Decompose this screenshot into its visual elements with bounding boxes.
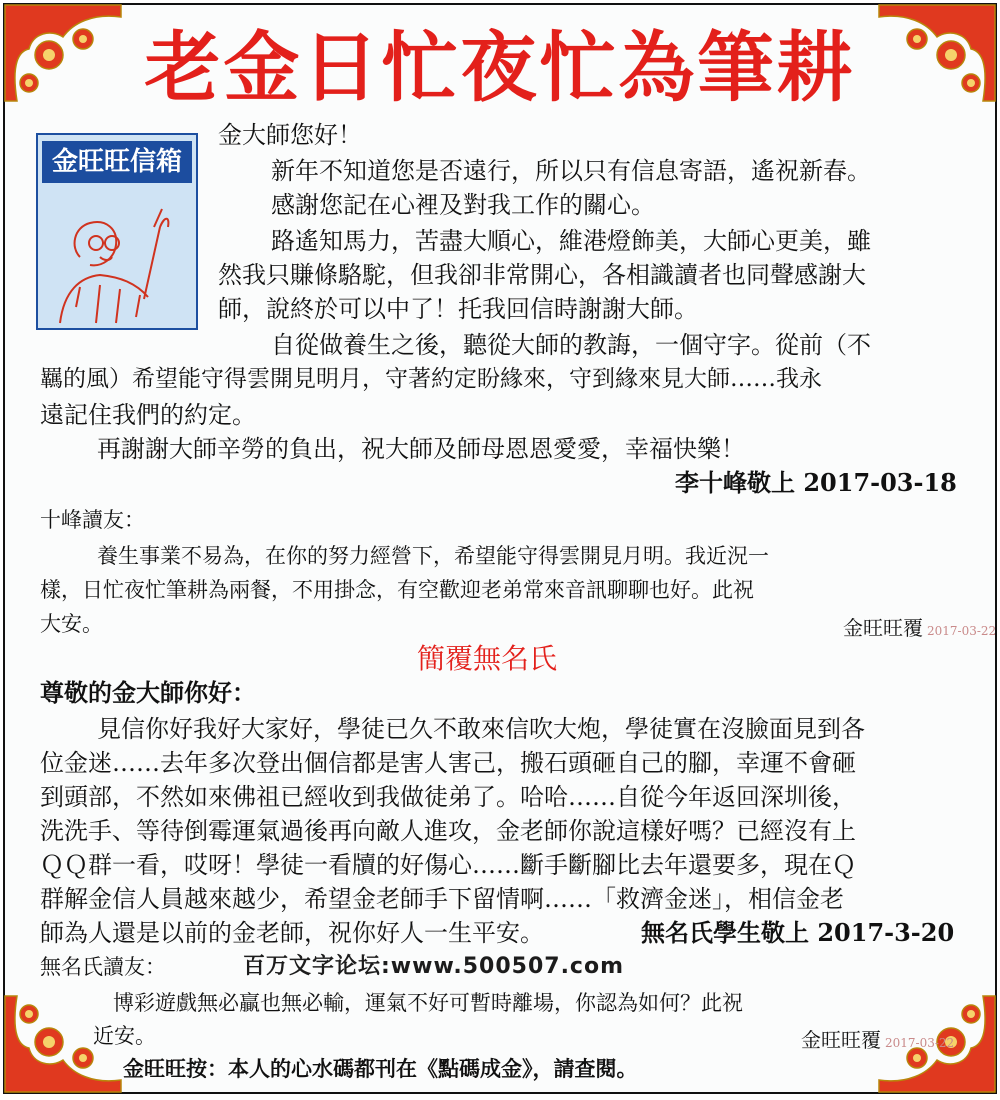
- letter1-line-9: 再謝謝大師辛勞的負出，祝大師及師母恩恩愛愛，幸福快樂！: [97, 435, 745, 463]
- letter1-greeting: 金大師您好！: [218, 121, 362, 149]
- newspaper-page: [3, 3, 997, 1094]
- reply2-salutation: 無名氏讀友：: [40, 955, 166, 979]
- reply1-line-3: 大安。: [40, 612, 103, 636]
- section-subheading: 簡覆無名氏: [417, 642, 558, 675]
- letter1-signature: 李十峰敬上 2017-03-18: [675, 468, 957, 497]
- letter2-line-5: ＱＱ群一看，哎呀！學徒一看牘的好傷心……斷手斷腳比去年還要多，現在Ｑ: [40, 851, 856, 879]
- letter1-line-2: 感謝您記在心裡及對我工作的關心。: [271, 191, 655, 219]
- letter1-line-4: 然我只賺條駱駝，但我卻非常開心，各相識讀者也同聲感謝大: [218, 261, 866, 289]
- reply2-line-2: 近安。: [93, 1024, 156, 1048]
- reply2-line-1: 博彩遊戲無必贏也無必輸，運氣不好可暫時離場，你認為如何？此祝: [113, 991, 743, 1015]
- letter1-line-5: 師，說終於可以中了！托我回信時謝謝大師。: [218, 295, 698, 323]
- reply1-salutation: 十峰讀友：: [40, 508, 145, 532]
- reply1-line-1: 養生事業不易為，在你的努力經營下，希望能守得雲開見月明。我近況一: [97, 544, 769, 568]
- letter2-greeting: 尊敬的金大師你好：: [40, 678, 256, 707]
- reply2-date-stamp: 2017-03-22: [885, 1036, 955, 1050]
- reply2-signature: [801, 1024, 954, 1053]
- teacher-illustration: [40, 187, 194, 325]
- letter2-signature: 無名氏學生敬上 2017-3-20: [641, 918, 955, 947]
- letter1-line-7: 羈的風）希望能守得雲開見明月，守著約定盼緣來，守到緣來見大師……我永: [40, 366, 822, 392]
- letter2-line-3: 到頭部，不然如來佛祖已經收到我做徒弟了。哈哈……自從今年返回深圳後，: [40, 783, 856, 811]
- footer-note: 金旺旺按：本人的心水碼都刊在《點碼成金》，請查閱。: [123, 1057, 638, 1081]
- letter2-line-1: 見信你好我好大家好，學徒已久不敢來信吹大炮，學徒實在沒臉面見到各: [97, 715, 865, 743]
- reply1-line-2: 樣，日忙夜忙筆耕為兩餐，不用掛念，有空歡迎老弟常來音訊聊聊也好。此祝: [40, 578, 754, 602]
- letter2-line-6: 群解金信人員越來越少，希望金老師手下留情啊……「救濟金迷」，相信金老: [40, 885, 844, 913]
- letter1-line-8: 遠記住我們的約定。: [40, 401, 256, 429]
- reply1-date-stamp: 2017-03-22: [927, 624, 997, 638]
- page-title: 老金日忙夜忙為筆耕: [144, 23, 856, 112]
- letter1-line-6: 自從做養生之後，聽從大師的教誨，一個守字。從前（不: [271, 331, 871, 359]
- reply2-signature-text: 金旺旺覆: [801, 1028, 881, 1052]
- letter2-line-4: 洗洗手、等待倒霉運氣過後再向敵人進攻，金老師你說這樣好嗎？已經沒有上: [40, 817, 856, 845]
- mailbox-logo: [36, 133, 198, 330]
- mailbox-label: 金旺旺信箱: [42, 141, 192, 183]
- reply1-signature: [843, 612, 996, 641]
- reply1-signature-text: 金旺旺覆: [843, 616, 923, 640]
- forum-watermark: 百万文字论坛:www.500507.com: [243, 954, 625, 979]
- letter1-line-1: 新年不知道您是否遠行，所以只有信息寄語，遙祝新春。: [271, 157, 871, 185]
- letter1-line-3: 路遙知馬力，苦盡大順心，維港燈飾美，大師心更美，雖: [271, 227, 871, 255]
- letter2-line-7: 師為人還是以前的金老師，祝你好人一生平安。: [40, 919, 544, 947]
- letter2-line-2: 位金迷……去年多次登出個信都是害人害己，搬石頭砸自己的腳，幸運不會砸: [40, 749, 856, 777]
